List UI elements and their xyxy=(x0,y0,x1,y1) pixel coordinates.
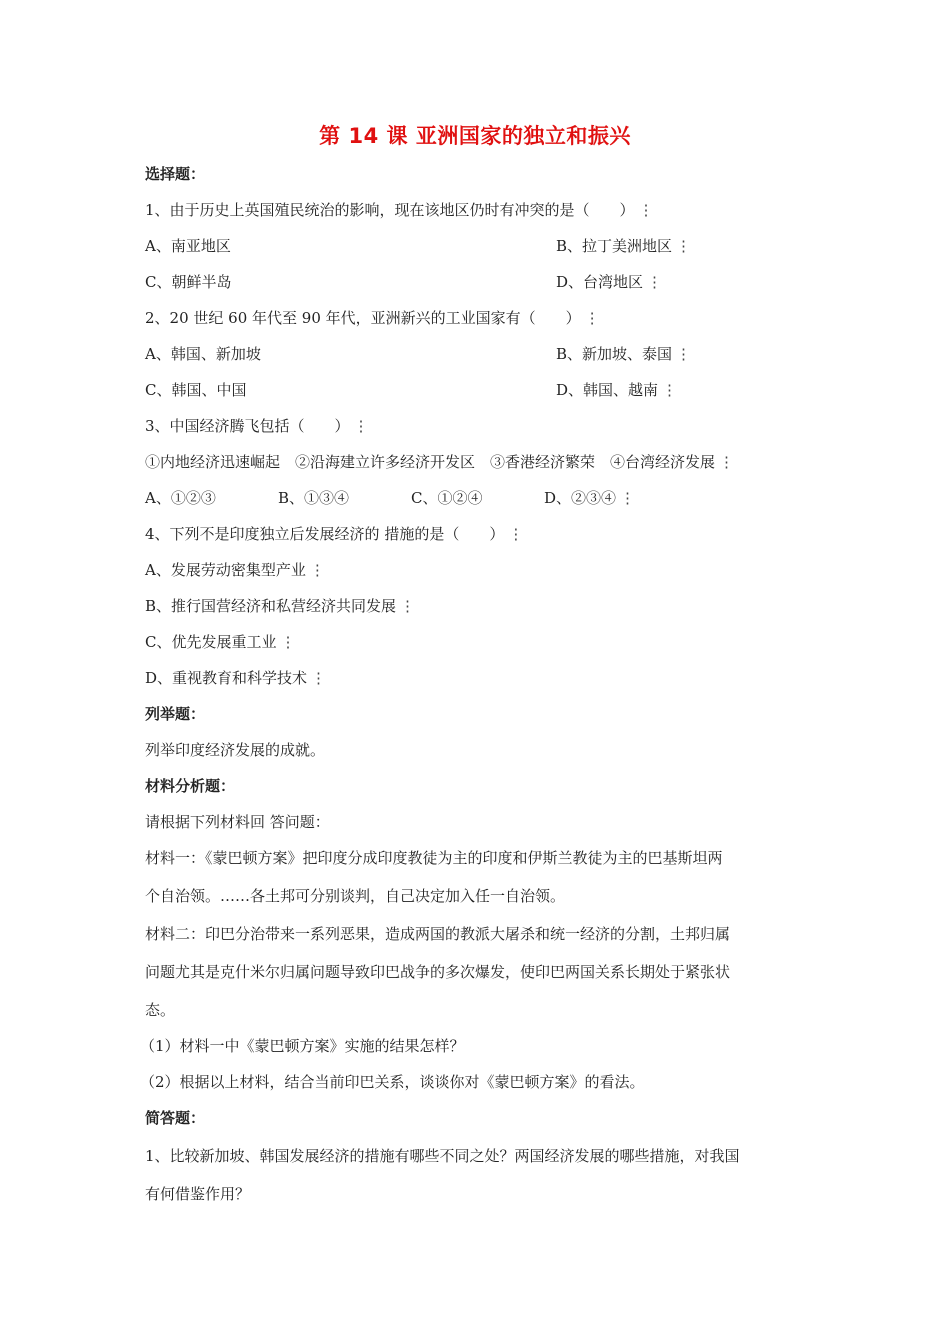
question-3-items xyxy=(145,452,733,472)
material-1-line-2: 个自治领。……各土邦可分别谈判，自己决定加入任一自治领。 xyxy=(145,887,566,905)
short-question-line-2: 有何借鉴作用？ xyxy=(145,1185,251,1203)
question-1-options-row-2 xyxy=(145,272,845,292)
option-a: A、①②③ xyxy=(145,489,216,507)
mark-glyph: ⋮ xyxy=(676,345,691,363)
mark-glyph: ⋮ xyxy=(309,561,324,579)
question-1 xyxy=(145,200,653,220)
option-b: B、新加坡、泰国 xyxy=(556,345,673,363)
question-1-stem: 1、由于历史上英国殖民统治的影响，现在该地区仍时有冲突的是（ ） xyxy=(145,201,635,219)
mark-glyph: ⋮ xyxy=(662,381,677,399)
list-question: 列举印度经济发展的成就。 xyxy=(145,741,326,759)
mark-glyph: ⋮ xyxy=(584,309,599,327)
question-4-option-c xyxy=(145,632,294,652)
material-2-line-1: 材料二：印巴分治带来一系列恶果，造成两国的教派大屠杀和统一经济的分割，土邦归属 xyxy=(145,925,731,943)
option-c: C、朝鲜半岛 xyxy=(145,273,232,291)
question-1-options-row-1 xyxy=(145,236,845,256)
question-2 xyxy=(145,308,599,328)
option-d: D、重视教育和科学技术 xyxy=(145,669,308,687)
mark-glyph: ⋮ xyxy=(311,669,326,687)
option-d: D、韩国、越南 xyxy=(556,381,659,399)
question-4 xyxy=(145,524,522,544)
material-1-line-1: 材料一：《蒙巴顿方案》把印度分成印度教徒为主的印度和伊斯兰教徒为主的巴基斯坦两 xyxy=(145,849,723,867)
mark-glyph: ⋮ xyxy=(280,633,295,651)
mark-glyph: ⋮ xyxy=(647,273,662,291)
lesson-title: 第 14 课 亚洲国家的独立和振兴 xyxy=(319,124,631,148)
option-b: B、推行国营经济和私营经济共同发展 xyxy=(145,597,397,615)
mark-glyph: ⋮ xyxy=(719,453,734,471)
question-4-option-d xyxy=(145,668,325,688)
section-material-heading: 材料分析题： xyxy=(145,777,236,795)
question-3-stem: 3、中国经济腾飞包括（ ） xyxy=(145,417,350,435)
mark-glyph: ⋮ xyxy=(400,597,415,615)
question-2-options-row-1 xyxy=(145,344,845,364)
mark-glyph: ⋮ xyxy=(353,417,368,435)
mark-glyph: ⋮ xyxy=(620,489,635,507)
option-b: B、①③④ xyxy=(278,489,350,507)
short-question-line-1: 1、比较新加坡、韩国发展经济的措施有哪些不同之处？两国经济发展的哪些措施，对我国 xyxy=(145,1147,740,1165)
question-3 xyxy=(145,416,368,436)
option-b: B、拉丁美洲地区 xyxy=(556,237,673,255)
material-2-line-3: 态。 xyxy=(145,1001,176,1019)
question-2-options-row-2 xyxy=(145,380,845,400)
option-d: D、②③④ xyxy=(544,489,617,507)
question-3-items-text: ①内地经济迅速崛起 ②沿海建立许多经济开发区 ③香港经济繁荣 ④台湾经济发展 xyxy=(145,453,716,471)
mark-glyph: ⋮ xyxy=(638,201,653,219)
section-list-heading: 列举题： xyxy=(145,705,206,723)
option-c: C、韩国、中国 xyxy=(145,381,247,399)
question-4-option-b xyxy=(145,596,414,616)
material-sub-question-2: （2）根据以上材料，结合当前印巴关系，谈谈你对《蒙巴顿方案》的看法。 xyxy=(140,1073,645,1091)
option-d: D、台湾地区 xyxy=(556,273,644,291)
option-c: C、①②④ xyxy=(411,489,483,507)
material-intro: 请根据下列材料回 答问题： xyxy=(145,813,330,831)
material-sub-question-1: （1）材料一中《蒙巴顿方案》实施的结果怎样？ xyxy=(140,1037,465,1055)
question-4-option-a xyxy=(145,560,324,580)
option-a: A、韩国、新加坡 xyxy=(145,345,261,363)
section-choice-heading: 选择题： xyxy=(145,165,206,183)
question-2-stem: 2、20 世纪 60 年代至 90 年代，亚洲新兴的工业国家有（ ） xyxy=(145,309,581,327)
question-4-stem: 4、下列不是印度独立后发展经济的 措施的是（ ） xyxy=(145,525,505,543)
material-2-line-2: 问题尤其是克什米尔归属问题导致印巴战争的多次爆发，使印巴两国关系长期处于紧张状 xyxy=(145,963,731,981)
mark-glyph: ⋮ xyxy=(676,237,691,255)
option-a: A、发展劳动密集型产业 xyxy=(145,561,306,579)
option-c: C、优先发展重工业 xyxy=(145,633,277,651)
mark-glyph: ⋮ xyxy=(508,525,523,543)
option-a: A、南亚地区 xyxy=(145,237,231,255)
section-short-heading: 简答题： xyxy=(145,1109,206,1127)
